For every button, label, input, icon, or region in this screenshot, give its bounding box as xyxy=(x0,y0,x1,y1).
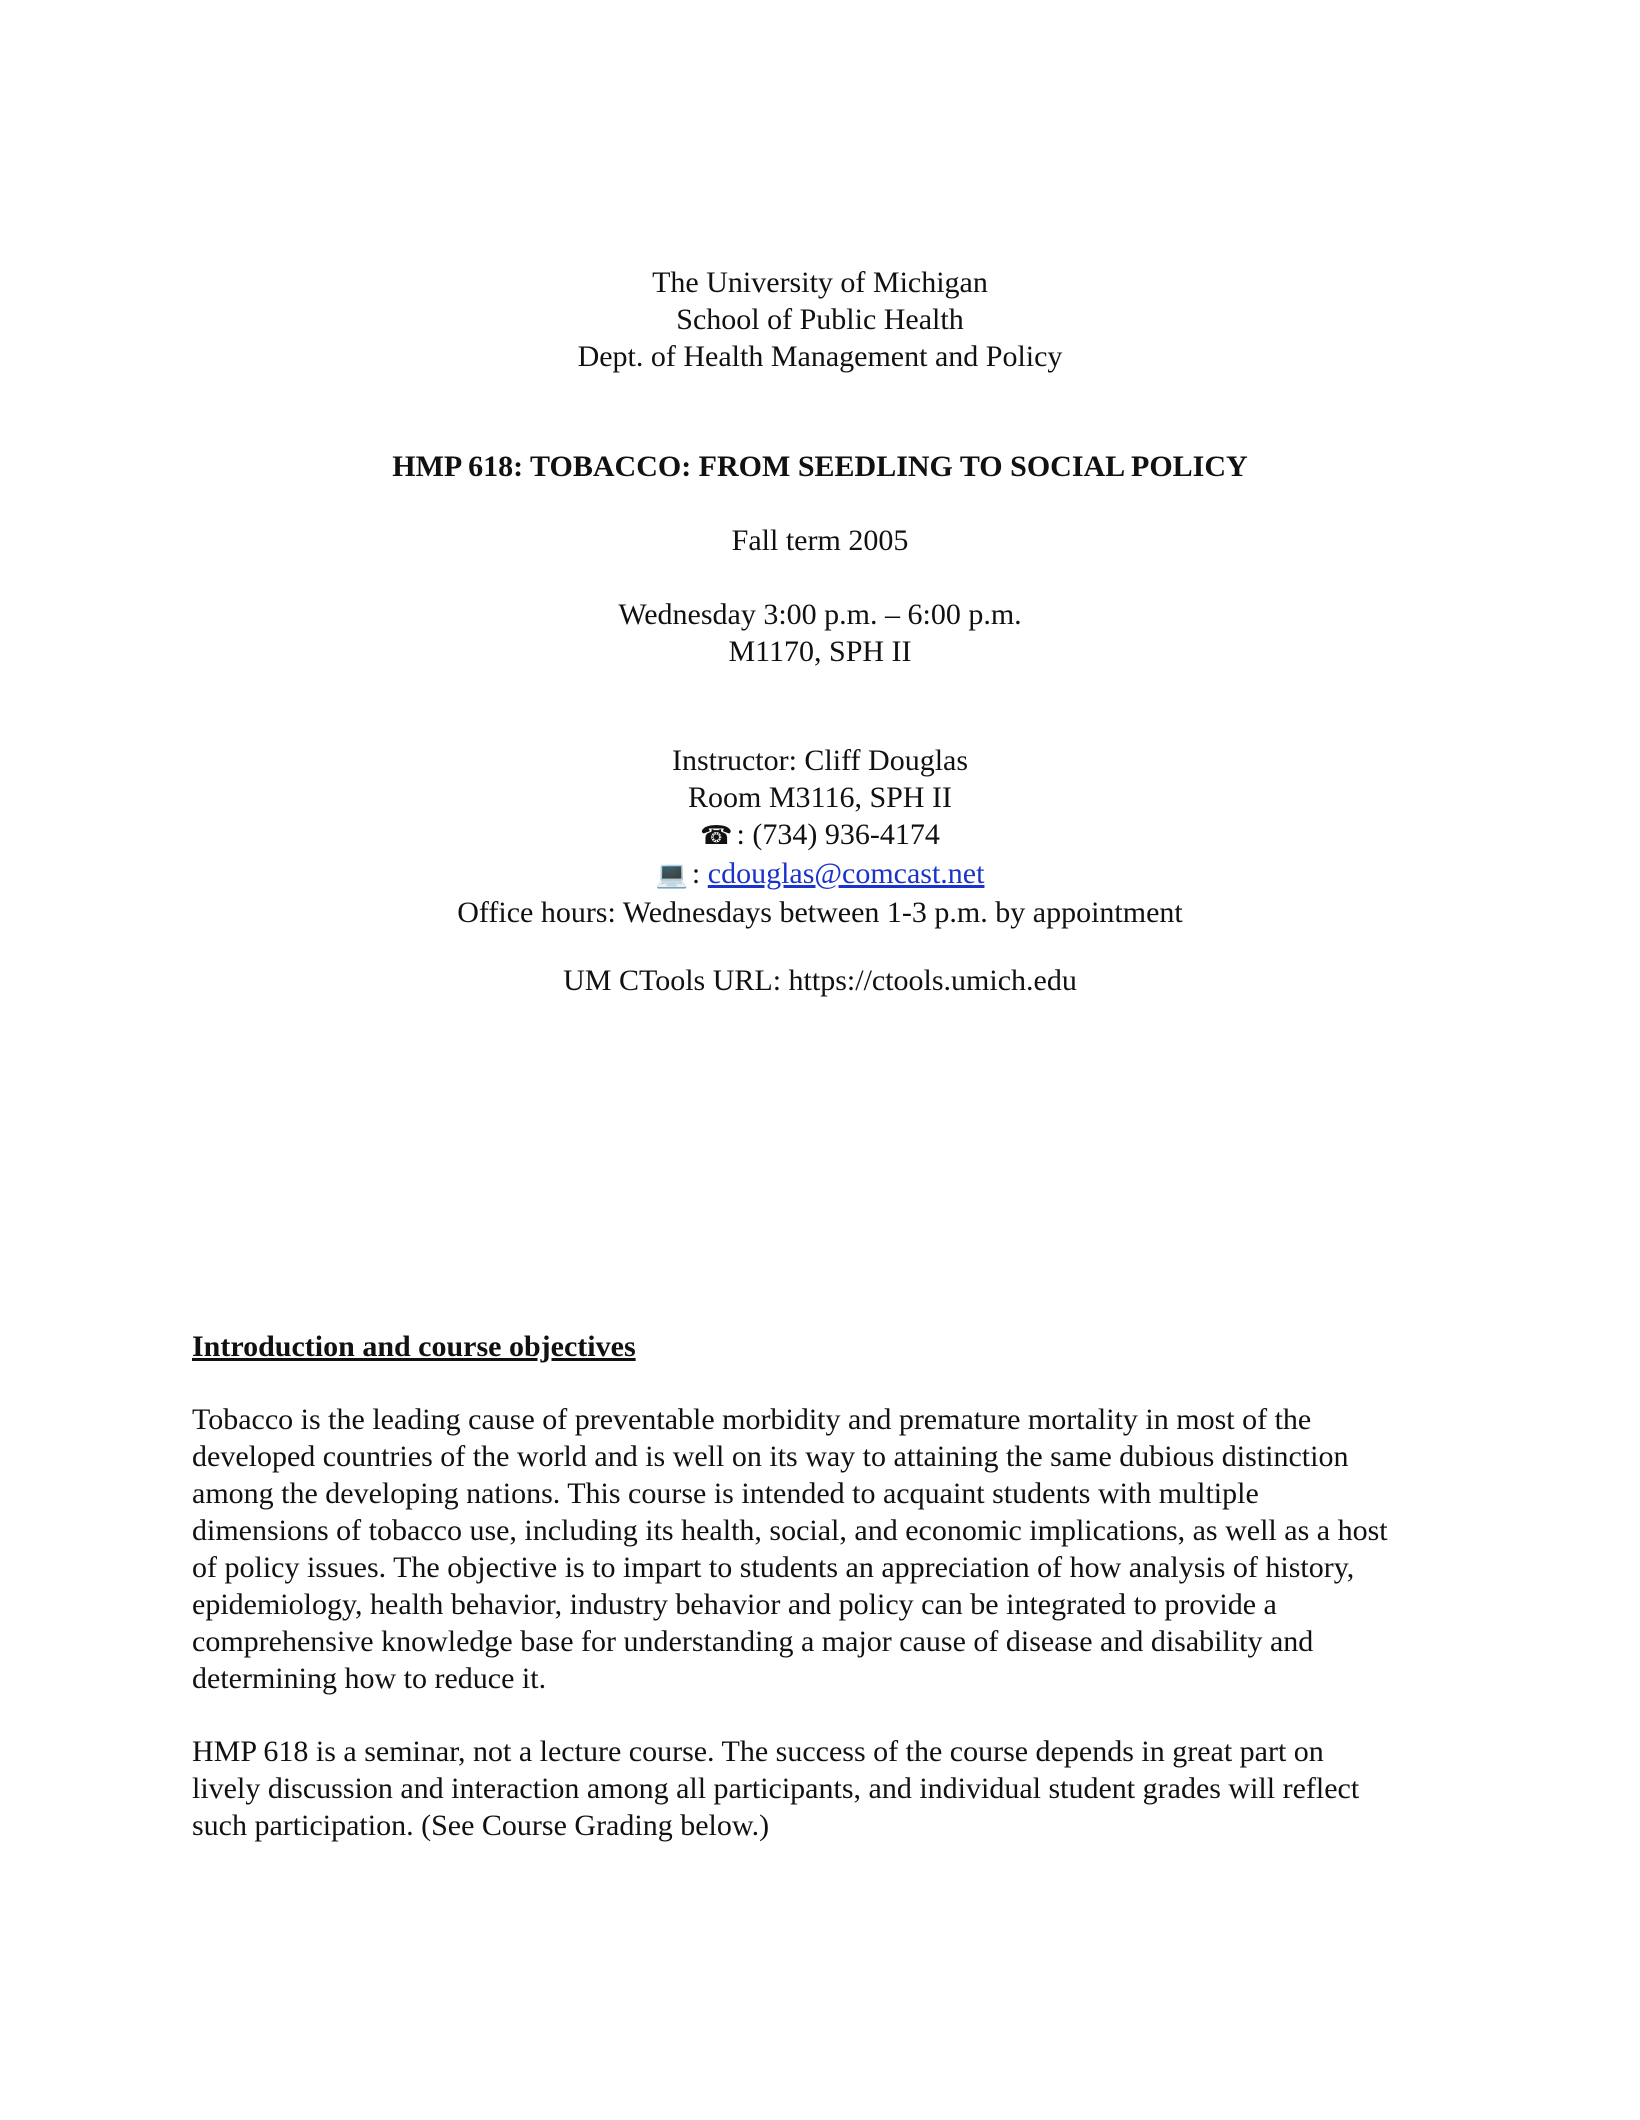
text-line: epidemiology, health behavior, industry behavior and policy can be integrated to provide a xyxy=(192,1588,1277,1621)
instructor-block xyxy=(0,742,1640,931)
course-title: HMP 618: TOBACCO: FROM SEEDLING TO SOCIAL POLICY xyxy=(392,450,1248,483)
instructor-phone xyxy=(0,816,1640,855)
department-name: Dept. of Health Management and Policy xyxy=(577,340,1063,373)
text-line: among the developing nations. This course is intended to acquaint students with multiple xyxy=(192,1477,1259,1510)
section-heading: Introduction and course objectives xyxy=(192,1330,636,1363)
instructor-room: Room M3116, SPH II xyxy=(688,781,952,814)
text-line: HMP 618 is a seminar, not a lecture course. The success of the course depends in great part on xyxy=(192,1735,1324,1768)
email-prefix: : xyxy=(691,857,701,890)
office-hours: Office hours: Wednesdays between 1-3 p.m. by appointment xyxy=(457,896,1183,929)
text-line: dimensions of tobacco use, including its health, social, and economic implications, as well as a host xyxy=(192,1514,1388,1547)
intro-paragraph xyxy=(192,1401,1452,1697)
text-line: Tobacco is the leading cause of preventable morbidity and premature mortality in most of the xyxy=(192,1403,1312,1436)
course-location: M1170, SPH II xyxy=(728,635,912,668)
course-schedule: Wednesday 3:00 p.m. – 6:00 p.m. xyxy=(618,598,1022,631)
university-name: The University of Michigan xyxy=(652,266,988,299)
email-link[interactable]: cdouglas@comcast.net xyxy=(707,857,985,890)
institution-header xyxy=(0,264,1640,375)
text-line: of policy issues. The objective is to impart to students an appreciation of how analysis of history, xyxy=(192,1551,1355,1584)
ctools-block xyxy=(0,962,1640,999)
seminar-paragraph xyxy=(192,1733,1452,1844)
term-block xyxy=(0,522,1640,559)
ctools-url: UM CTools URL: https://ctools.umich.edu xyxy=(563,964,1077,997)
text-line: determining how to reduce it. xyxy=(192,1662,547,1695)
text-line: comprehensive knowledge base for understanding a major cause of disease and disability and xyxy=(192,1625,1314,1658)
intro-section xyxy=(192,1328,1452,1844)
instructor-name: Instructor: Cliff Douglas xyxy=(671,744,969,777)
instructor-email xyxy=(0,855,1640,894)
text-line: lively discussion and interaction among all participants, and individual student grades will reflect xyxy=(192,1772,1360,1805)
course-term: Fall term 2005 xyxy=(731,524,909,557)
phone-icon: ☎ xyxy=(700,821,733,851)
text-line: such participation. (See Course Grading below.) xyxy=(192,1809,770,1842)
schedule-block xyxy=(0,596,1640,670)
text-line: developed countries of the world and is well on its way to attaining the same dubious distinction xyxy=(192,1440,1349,1473)
school-name: School of Public Health xyxy=(676,303,964,336)
course-title-block xyxy=(0,448,1640,485)
computer-icon: 💻 xyxy=(655,860,688,890)
phone-number: : (734) 936-4174 xyxy=(736,818,940,851)
